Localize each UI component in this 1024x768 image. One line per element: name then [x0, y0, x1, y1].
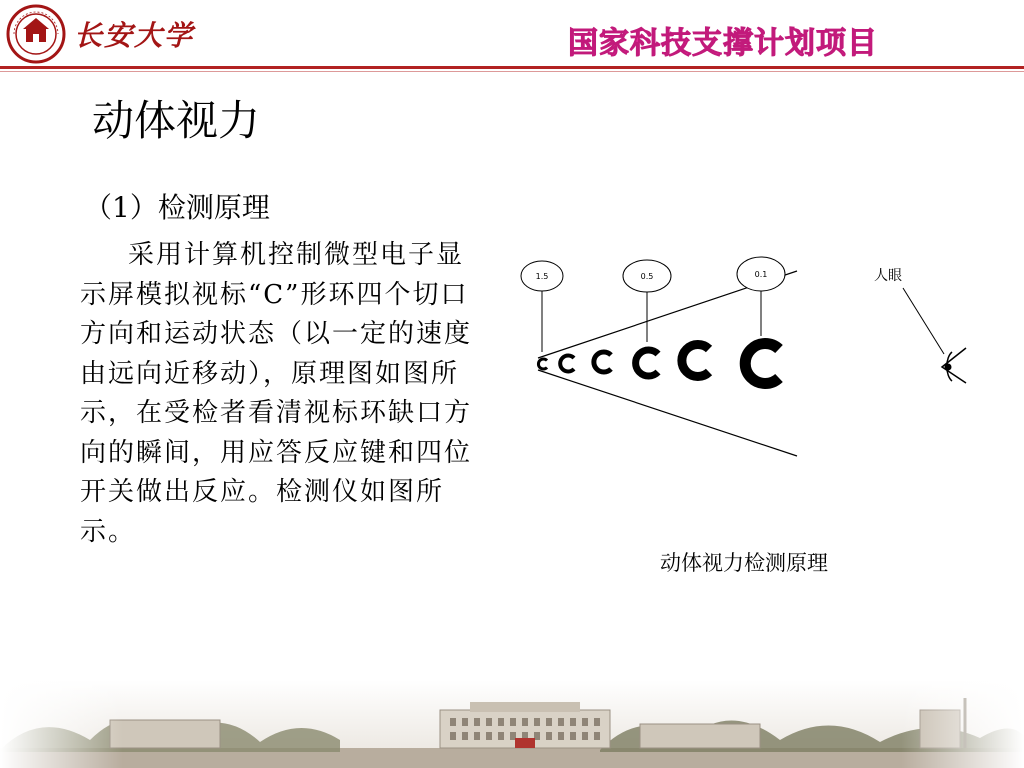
landolt-c-3 — [594, 352, 611, 372]
marker-mid — [623, 260, 671, 342]
campus-photo-banner — [0, 680, 1024, 768]
marker-mid-label: 0.5 — [640, 272, 654, 281]
university-seal-logo — [6, 4, 66, 64]
eye-pointer-line — [903, 288, 944, 354]
landolt-c-4 — [636, 350, 658, 376]
university-name: 长安大学 — [74, 19, 195, 52]
marker-far-label: 1.5 — [535, 272, 549, 281]
landolt-c-2 — [560, 356, 574, 372]
dynamic-vision-diagram — [520, 250, 980, 462]
body-paragraph: 采用计算机控制微型电子显示屏模拟视标“C”形环四个切口方向和运动状态（以一定的速度由远向近移动），原理图如图所示，在受检者看清视标环缺口方向的瞬间，用应答反应键和四位开关做出反应。检测仪如图所示。 — [80, 240, 473, 547]
header-divider-thin — [0, 71, 1024, 72]
marker-far — [521, 261, 563, 352]
eye-label: 人眼 — [874, 268, 902, 284]
diagram-caption: 动体视力检测原理 — [660, 551, 828, 575]
section-heading: （1）检测原理 — [84, 191, 270, 224]
landolt-c-6 — [745, 344, 779, 384]
landolt-c-5 — [682, 345, 709, 377]
slide-header — [0, 0, 1024, 70]
slide-title: 动体视力 — [92, 96, 261, 145]
marker-near-label: 0.1 — [754, 270, 768, 279]
header-divider — [0, 66, 1024, 69]
project-label: 国家科技支撑计划项目 — [568, 26, 878, 61]
marker-near — [737, 257, 785, 336]
eye-icon — [942, 348, 966, 383]
landolt-c-1 — [538, 359, 547, 369]
